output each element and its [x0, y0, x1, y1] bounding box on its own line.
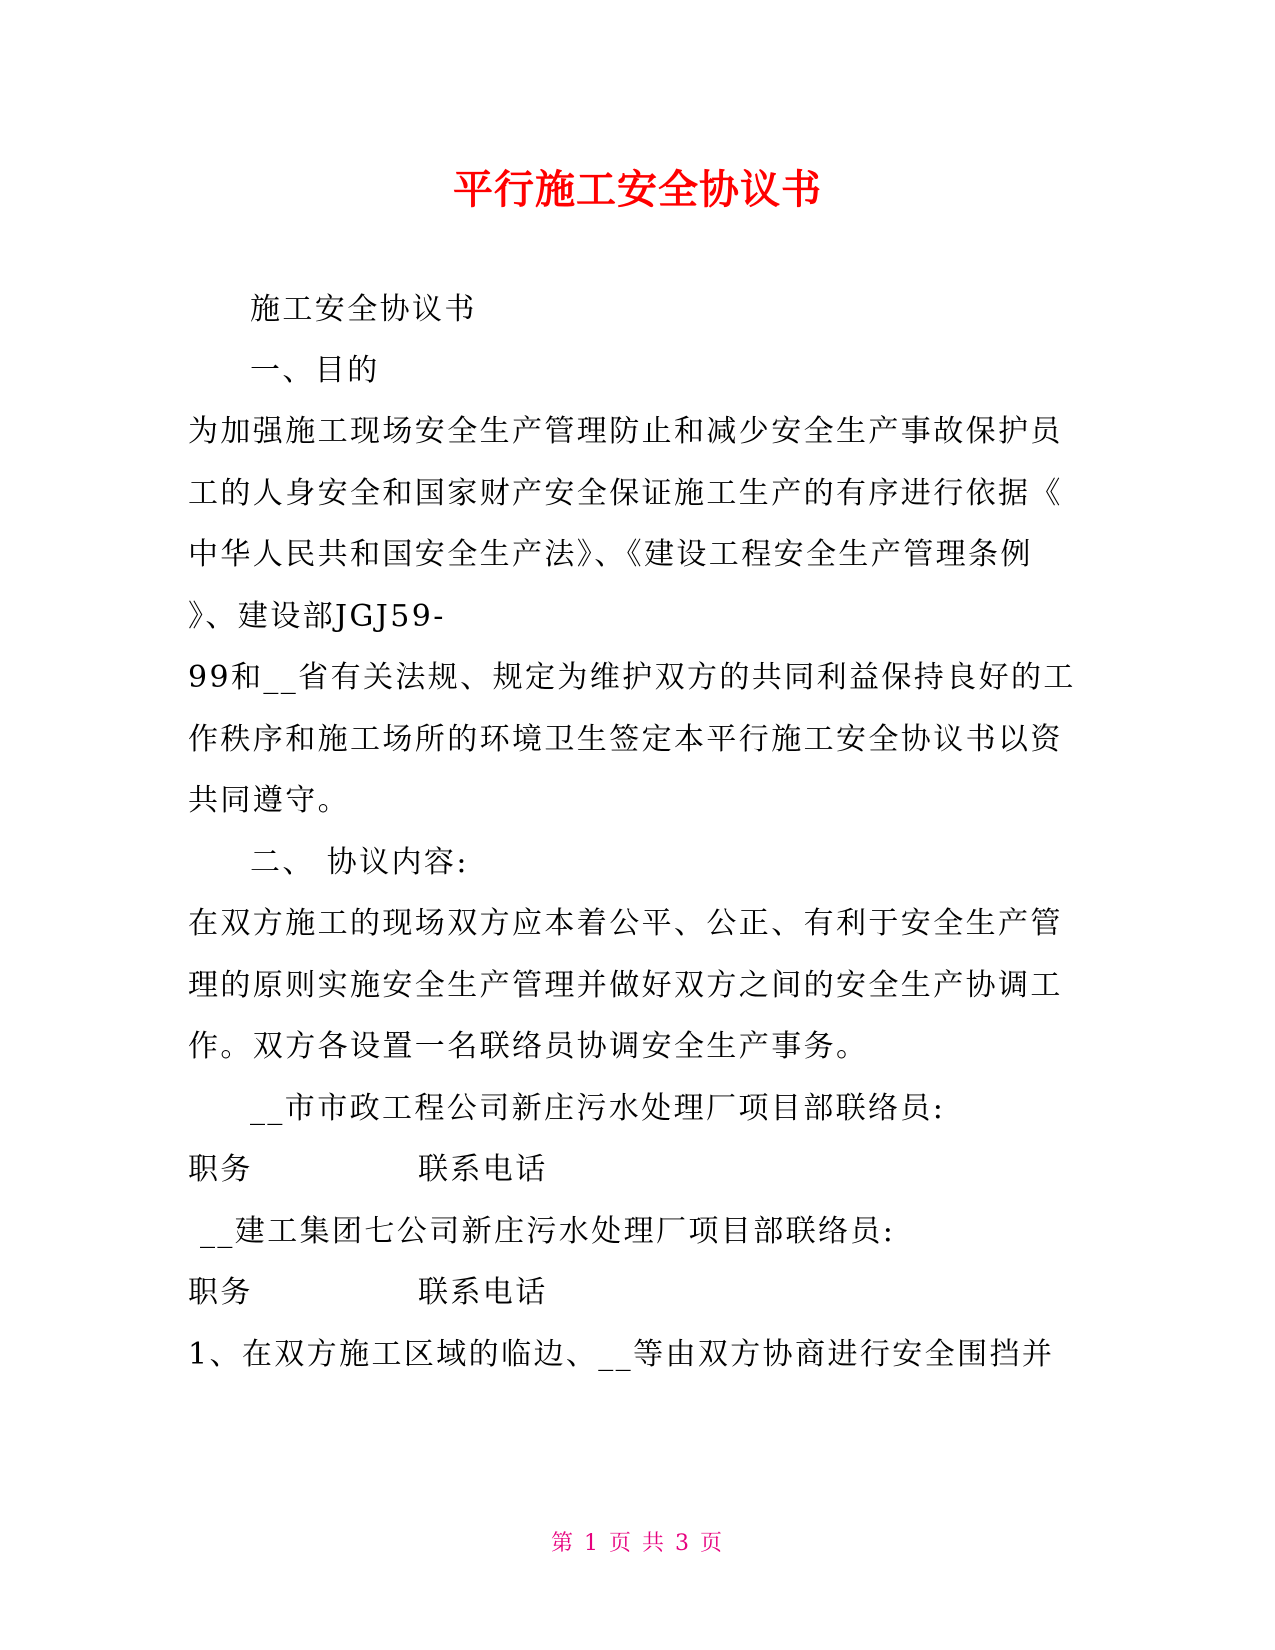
para1-line: 99和__省有关法规、规定为维护双方的共同利益保持良好的工	[188, 660, 1076, 695]
para2-line: 作。双方各设置一名联络员协调安全生产事务。	[188, 1029, 869, 1064]
document-title: 平行施工安全协议书	[453, 167, 822, 213]
position-label: 职务	[188, 1275, 253, 1310]
section1-heading: 一、目的	[250, 353, 380, 388]
para2-line: 理的原则实施安全生产管理并做好双方之间的安全生产协调工	[188, 968, 1063, 1003]
position-label: 职务	[188, 1152, 253, 1187]
section2-heading: 二、 协议内容:	[250, 845, 469, 880]
para1-line: 作秩序和施工场所的环境卫生签定本平行施工安全协议书以资	[188, 722, 1063, 757]
phone-label: 联系电话	[418, 1275, 548, 1310]
subtitle: 施工安全协议书	[250, 292, 477, 327]
para1-line: 为加强施工现场安全生产管理防止和减少安全生产事故保护员	[188, 414, 1063, 449]
contact2-row	[188, 1273, 548, 1313]
phone-label: 联系电话	[418, 1152, 548, 1187]
para1-line: 共同遵守。	[188, 783, 350, 818]
page-number: 第 1 页 共 3 页	[551, 1531, 724, 1556]
para1-line: 工的人身安全和国家财产安全保证施工生产的有序进行依据《	[188, 476, 1063, 511]
para1-line: 中华人民共和国安全生产法》、《建设工程安全生产管理条例	[188, 537, 1033, 572]
item1-line: 1、在双方施工区域的临边、__等由双方协商进行安全围挡并	[188, 1337, 1055, 1372]
contact1-row	[188, 1150, 548, 1190]
para1-line: 》、建设部JGJ59-	[188, 599, 446, 634]
contact2-header: __建工集团七公司新庄污水处理厂项目部联络员:	[200, 1214, 896, 1249]
contact1-header: __市市政工程公司新庄污水处理厂项目部联络员:	[250, 1091, 946, 1126]
para2-line: 在双方施工的现场双方应本着公平、公正、有利于安全生产管	[188, 906, 1063, 941]
